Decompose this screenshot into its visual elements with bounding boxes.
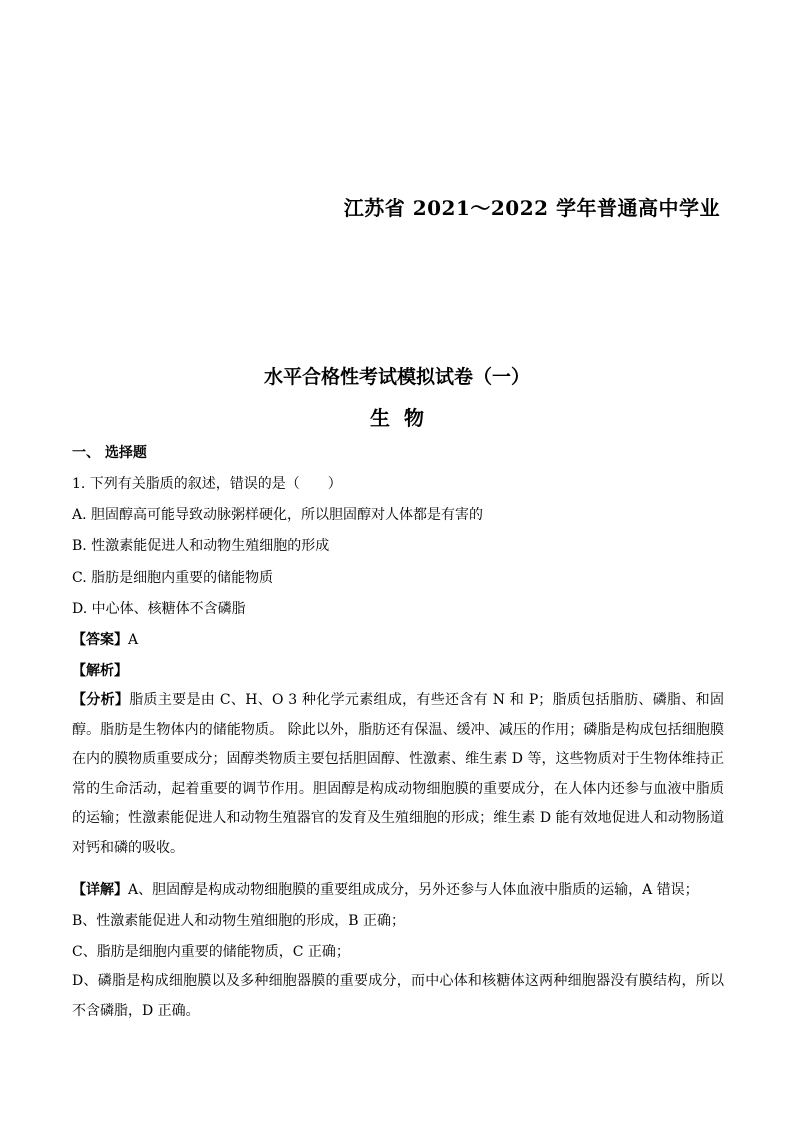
option-d: D. 中心体、核糖体不含磷脂 bbox=[72, 601, 246, 617]
option-b: B. 性激素能促进人和动物生殖细胞的形成 bbox=[72, 538, 330, 554]
xiangjie-line-d: D、磷脂是构成细胞膜以及多种细胞器膜的重要成分，而中心体和核糖体这两种细胞器没有膜结构，所以不含磷脂，D 正确。 bbox=[72, 973, 724, 1019]
document-title-line2: 水平合格性考试模拟试卷（一） bbox=[263, 366, 530, 388]
answer-label: 【答案】 bbox=[72, 632, 128, 648]
answer-value: A bbox=[128, 632, 139, 648]
xiangjie-a-text: A、胆固醇是构成动物细胞膜的重要组成成分，另外还参与人体血液中脂质的运输，A 错误； bbox=[128, 882, 699, 898]
analysis-label-text: 【解析】 bbox=[72, 663, 128, 679]
subject-title: 生物 bbox=[370, 406, 438, 430]
document-title-line1: 江苏省 2021～2022 学年普通高中学业 bbox=[343, 196, 720, 220]
xiangjie-line-a bbox=[72, 879, 699, 899]
xiangjie-line-b: B、性激素能促进人和动物生殖细胞的形成，B 正确； bbox=[72, 913, 406, 929]
question-stem: 1. 下列有关脂质的叙述，错误的是（ ） bbox=[72, 476, 342, 492]
xiangjie-label: 【详解】 bbox=[72, 882, 128, 898]
xiangjie-line-c: C、脂肪是细胞内重要的储能物质，C 正确； bbox=[72, 944, 350, 960]
fenxi-text: 脂质主要是由 C、H、O 3 种化学元素组成，有些还含有 N 和 P；脂质包括脂肪、磷脂、和固醇。脂肪是生物体内的储能物质。 除此以外，脂肪还有保温、缓冲、减压的作用；磷脂是构成包括细胞膜在内的膜物质重要成分；固醇类物质主要包括胆固醇、性激素、维生素 D 等，这些物质对于生物体维持正常的生命活动，起着重要的调节作用。胆固醇是构成动物细胞膜的重要成分，在人体内还参与血液中脂质的运输；性激素能促进人和动物生殖器官的发育及生殖细胞的形成；维生素 D 能有效地促进人和动物肠道对钙和磷的吸收。 bbox=[72, 692, 724, 856]
answer-line bbox=[72, 629, 138, 649]
option-a: A. 胆固醇高可能导致动脉粥样硬化，所以胆固醇对人体都是有害的 bbox=[72, 507, 484, 523]
analysis-label bbox=[72, 660, 128, 680]
option-c: C. 脂肪是细胞内重要的储能物质 bbox=[72, 570, 274, 586]
fenxi-label: 【分析】 bbox=[72, 692, 130, 708]
section-heading: 一、 选择题 bbox=[72, 445, 147, 461]
analysis-fenxi-paragraph bbox=[72, 686, 724, 864]
